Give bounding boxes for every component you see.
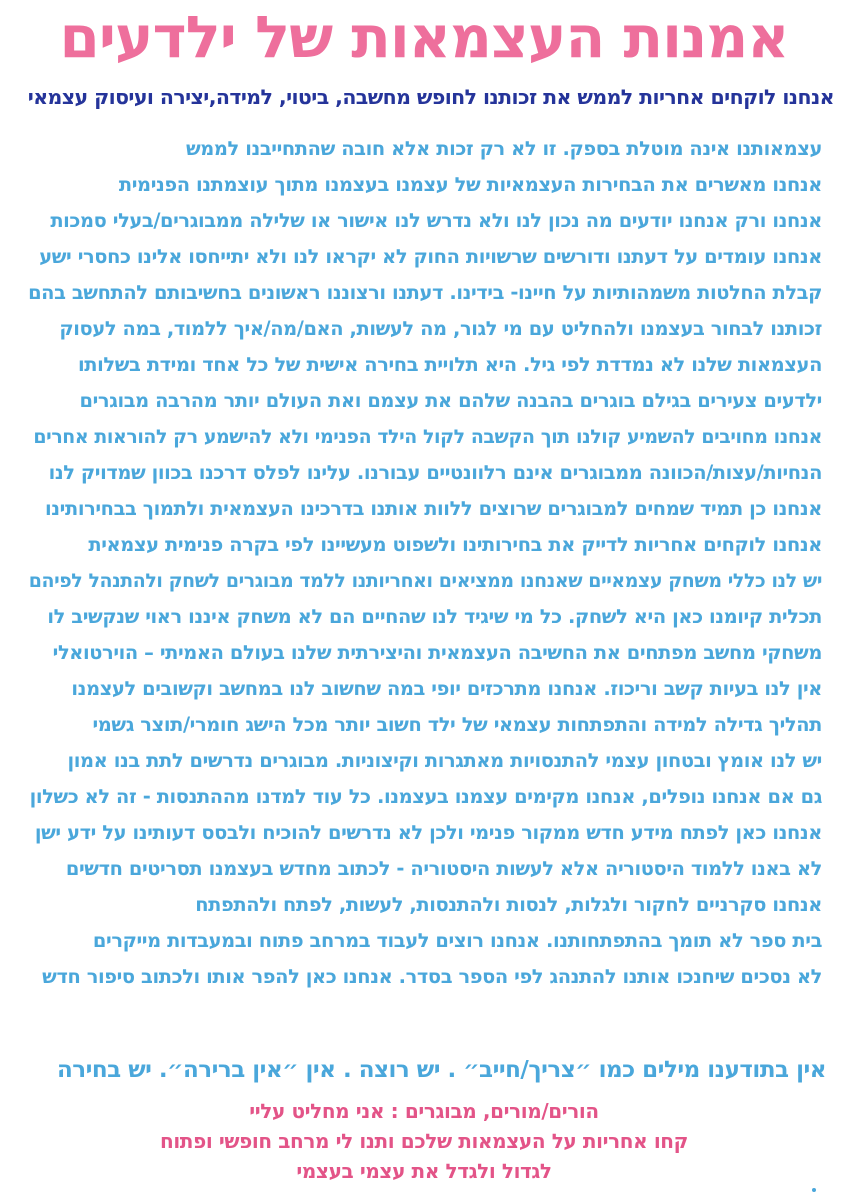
manifesto-line: יש לנו כללי משחק עצמאיים שאנחנו ממציאים ואחריותנו ללמד מבוגרים לשחק ולהתנהל לפיהם bbox=[28, 570, 822, 592]
footer-line-2: קחו אחריות על העצמאות שלכם ותנו לי מרחב חופשי ופתוח bbox=[160, 1129, 688, 1153]
manifesto-line: אנחנו ורק אנחנו יודעים מה נכון לנו ולא נדרש לנו אישור או שלילה ממבוגרים/בעלי סמכות bbox=[50, 209, 822, 232]
manifesto-line: בית ספר לא תומך בהתפתחותנו. אנחנו רוצים לעבוד במרחב פתוח ובמעבדות מייקרים bbox=[92, 929, 822, 952]
manifesto-line: יש לנו אומץ ובטחון עצמי להתנסויות מאתגרות וקיצוניות. מבוגרים נדרשים לתת בנו אמון bbox=[67, 749, 822, 772]
manifesto-line: תכלית קיומנו כאן היא לשחק. כל מי שיגיד לנו שהחיים הם לא משחק איננו ראוי שנקשיב לו bbox=[47, 605, 822, 628]
manifesto-line: תהליך גדילה למידה והתפתחות עצמאי של ילד חשוב יותר מכל הישג חומרי/תוצר גשמי bbox=[92, 713, 822, 736]
manifesto-line: הנחיות/עצות/הכוונה ממבוגרים אינם רלוונטיים עבורנו. עלינו לפלס דרכנו בכוון שמדויק לנו bbox=[48, 461, 822, 484]
manifesto-line: אנחנו סקרניים לחקור ולגלות, לנסות ולהתנסות, לעשות, לפתח ולהתפתח bbox=[195, 893, 822, 916]
manifesto-line: גם אם אנחנו נופלים, אנחנו מקימים עצמנו בעצמנו. כל עוד למדנו מההתנסות - זה לא כשלון bbox=[29, 785, 822, 808]
manifesto-line: ילדעים צעירים בגילם בוגרים בהבנה שלהם את עצמם ואת העולם יותר מהרבה מבוגרים bbox=[79, 389, 822, 412]
manifesto-line: אנחנו כן תמיד שמחים למבוגרים שרוצים ללוות אותנו בדרכינו העצמאית ולתמוך בבחירותינו bbox=[45, 497, 822, 520]
manifesto-line: העצמאות שלנו לא נמדדת לפי גיל. היא תלויית בחירה אישית של כל אחד ומידת בשלותו bbox=[78, 353, 822, 376]
manifesto-line: אנחנו מחויבים להשמיע קולנו תוך הקשבה לקול הילד הפנימי ולא להישמע רק להוראות אחרים bbox=[33, 426, 822, 448]
closing-statement: אין בתודענו מילים כמו ״צריך/חייב״ . יש רוצה . אין ״אין ברירה״. יש בחירה bbox=[56, 1057, 826, 1083]
manifesto-line: זכותנו לבחור בעצמנו ולהחליט עם מי לגור, מה לעשות, האם/מה/איך ללמוד, במה לעסוק bbox=[59, 317, 822, 340]
manifesto-line: עצמאותנו אינה מוטלת בספק. זו לא רק זכות אלא חובה שהתחייבנו לממש bbox=[185, 137, 822, 160]
manifesto-line: אין לנו בעיות קשב וריכוז. אנחנו מתרכזים יופי במה שחשוב לנו במחשב וקשובים לעצמנו bbox=[71, 677, 822, 700]
manifesto-line: קבלת החלטות משמהותיות על חיינו- בידינו. דעתנו ורצוננו ראשונים בחשיבותם להתחשב בהם bbox=[28, 281, 822, 304]
decorative-dot bbox=[812, 1188, 816, 1192]
footer-message bbox=[0, 1096, 848, 1186]
manifesto-line: אנחנו מאשרים את הבחירות העצמאיות של עצמנו בעצמנו מתוך עוצמתנו הפנימית bbox=[118, 173, 822, 196]
page-title: אמנות העצמאות של ילדעים bbox=[59, 3, 789, 71]
subtitle: אנחנו לוקחים אחריות לממש את זכותנו לחופש מחשבה, ביטוי, למידה,יצירה ועיסוק עצמאי bbox=[27, 85, 834, 109]
footer-line-1: הורים/מורים, מבוגרים : אני מחליט עליי bbox=[249, 1099, 599, 1123]
manifesto-body bbox=[22, 133, 822, 997]
manifesto-line: לא נסכים שיחנכו אותנו להתנהג לפי הספר בסדר. אנחנו כאן להפר אותו ולכתוב סיפור חדש bbox=[42, 965, 822, 988]
manifesto-line: אנחנו עומדים על דעתנו ודורשים שרשויות החוק לא יקראו לנו ולא יתייחסו אלינו כחסרי ישע bbox=[39, 245, 822, 268]
manifesto-line: אנחנו כאן לפתח מידע חדש ממקור פנימי ולכן לא נדרשים להוכיח ולבסס דעותינו על ידע ישן bbox=[34, 821, 822, 844]
manifesto-line: אנחנו לוקחים אחריות לדייק את בחירותינו ולשפוט מעשיינו לפי בקרה פנימית עצמאית bbox=[88, 533, 822, 556]
manifesto-line: משחקי מחשב מפתחים את החשיבה העצמאית והיצירתית שלנו בעולם האמיתי – הוירטואלי bbox=[52, 641, 822, 664]
manifesto-line: לא באנו ללמוד היסטוריה אלא לעשות היסטוריה - לכתוב מחדש בעצמנו תסריטים חדשים bbox=[65, 857, 822, 880]
footer-line-3: לגדול ולגדל את עצמי בעצמי bbox=[296, 1159, 552, 1183]
